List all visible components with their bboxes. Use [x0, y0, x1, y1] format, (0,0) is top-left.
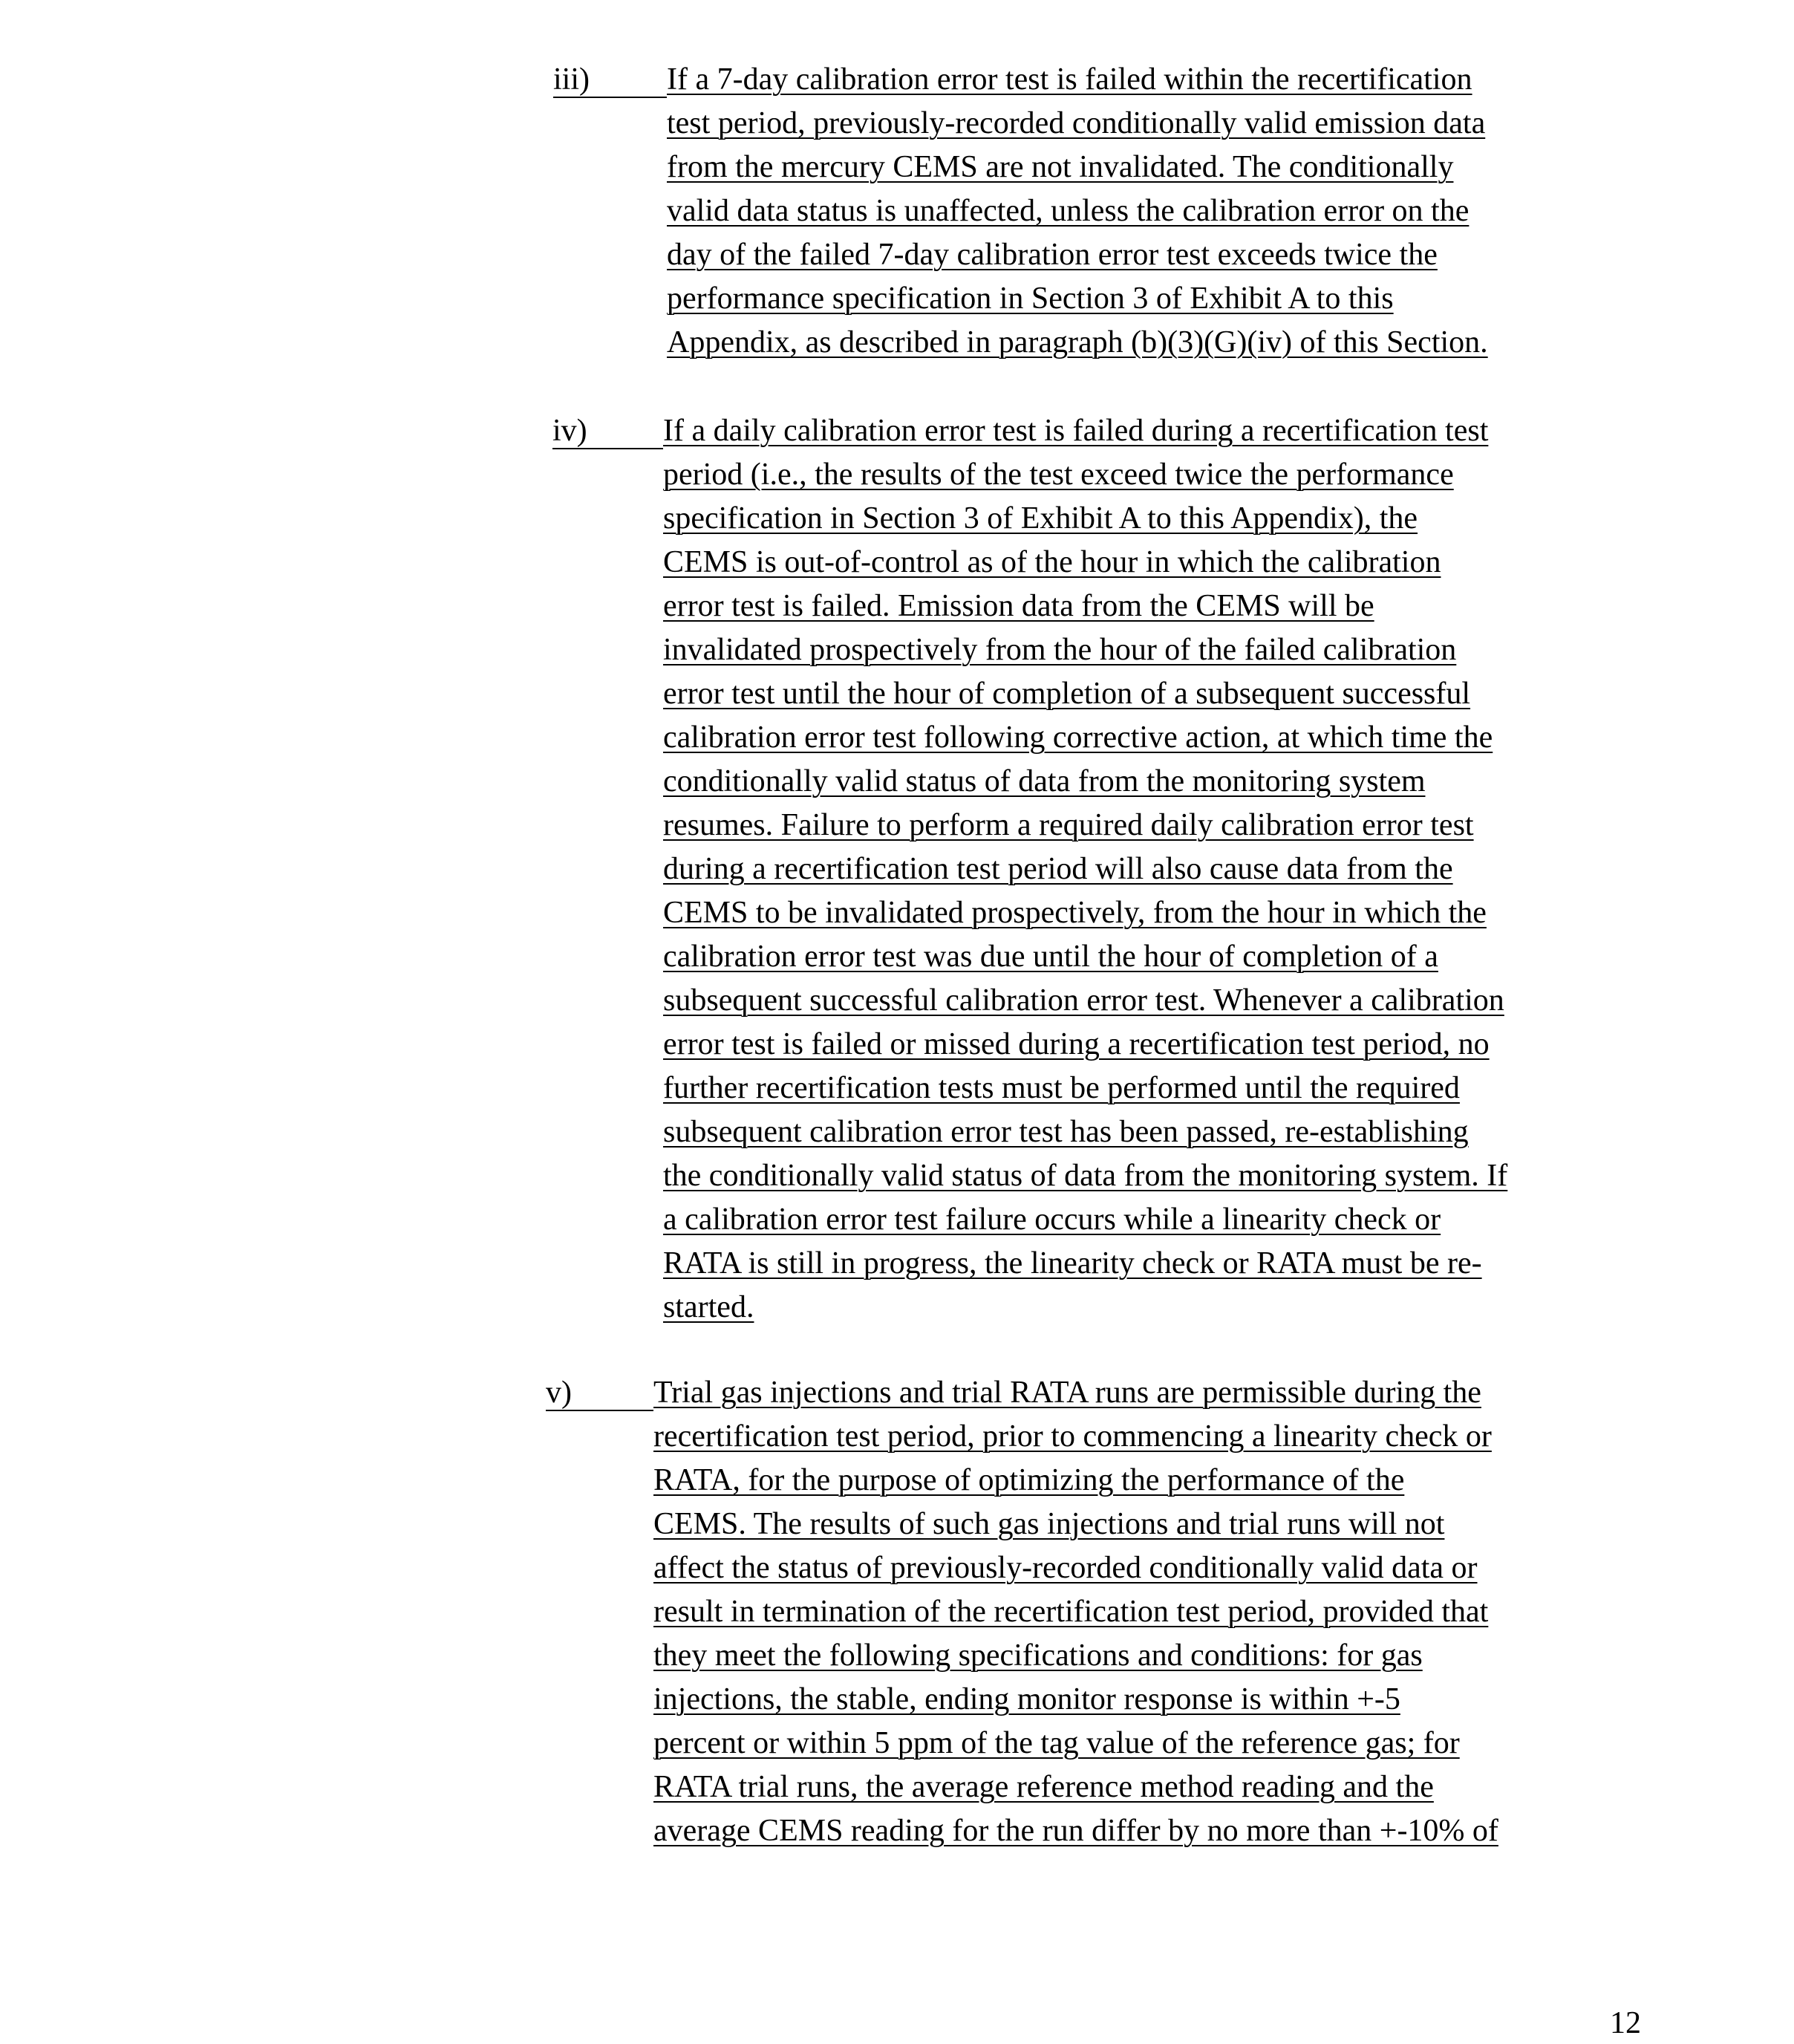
text-line: from the mercury CEMS are not invalidated. The conditionally [667, 150, 1454, 184]
text-line: average CEMS reading for the run differ by no more than +-10% of [653, 1814, 1498, 1848]
text-line: conditionally valid status of data from the monitoring system [663, 764, 1426, 798]
text-line: result in termination of the recertification test period, provided that [653, 1595, 1489, 1629]
text-line: injections, the stable, ending monitor response is within +-5 [653, 1682, 1400, 1716]
text-line: further recertification tests must be performed until the required [663, 1071, 1460, 1105]
text-line: calibration error test following corrective action, at which time the [663, 720, 1493, 755]
paragraph-iv [552, 409, 1508, 1329]
page-number: 12 [1610, 2006, 1641, 2040]
text-line: RATA trial runs, the average reference method reading and the [653, 1770, 1434, 1804]
text-line: day of the failed 7-day calibration error test exceeds twice the [667, 238, 1438, 272]
text-line: RATA is still in progress, the linearity check or RATA must be re- [663, 1246, 1482, 1280]
text-line: period (i.e., the results of the test exceed twice the performance [663, 458, 1454, 492]
text-line: during a recertification test period will also cause data from the [663, 852, 1453, 886]
text-line: performance specification in Section 3 of Exhibit A to this [667, 281, 1394, 316]
text-line: they meet the following specifications and conditions: for gas [653, 1638, 1423, 1673]
text-line: RATA, for the purpose of optimizing the performance of the [653, 1463, 1405, 1497]
text-line: CEMS to be invalidated prospectively, from the hour in which the [663, 896, 1487, 930]
paragraph-marker: iii) [553, 58, 667, 98]
text-line: calibration error test was due until the hour of completion of a [663, 940, 1438, 974]
text-line: invalidated prospectively from the hour of the failed calibration [663, 633, 1457, 667]
paragraph-iii [553, 58, 1488, 365]
text-line: resumes. Failure to perform a required daily calibration error test [663, 808, 1474, 842]
text-line: If a daily calibration error test is failed during a recertification test [663, 414, 1489, 448]
text-line: error test is failed. Emission data from the CEMS will be [663, 589, 1374, 623]
text-line: started. [663, 1290, 754, 1324]
paragraph-v [546, 1371, 1498, 1853]
text-line: valid data status is unaffected, unless the calibration error on the [667, 194, 1470, 228]
text-line: subsequent successful calibration error test. Whenever a calibration [663, 983, 1504, 1018]
text-line: test period, previously-recorded conditionally valid emission data [667, 106, 1486, 140]
text-line: If a 7-day calibration error test is failed within the recertification [667, 62, 1472, 97]
paragraph-marker: v) [546, 1371, 653, 1411]
text-line: Trial gas injections and trial RATA runs are permissible during the [653, 1376, 1481, 1410]
text-line: percent or within 5 ppm of the tag value of the reference gas; for [653, 1726, 1460, 1760]
paragraph-marker: iv) [552, 409, 663, 449]
text-line: recertification test period, prior to commencing a linearity check or [653, 1419, 1492, 1454]
text-line: error test is failed or missed during a recertification test period, no [663, 1027, 1490, 1061]
text-line: CEMS is out-of-control as of the hour in which the calibration [663, 545, 1441, 579]
text-line: a calibration error test failure occurs while a linearity check or [663, 1202, 1441, 1237]
text-line: Appendix, as described in paragraph (b)(3)(G)(iv) of this Section. [667, 325, 1488, 359]
text-line: affect the status of previously-recorded conditionally valid data or [653, 1551, 1478, 1585]
text-line: CEMS. The results of such gas injections and trial runs will not [653, 1507, 1445, 1541]
text-line: subsequent calibration error test has been passed, re-establishing [663, 1115, 1469, 1149]
text-line: the conditionally valid status of data from the monitoring system. If [663, 1159, 1508, 1193]
text-line: error test until the hour of completion of a subsequent successful [663, 677, 1471, 711]
text-line: specification in Section 3 of Exhibit A to this Appendix), the [663, 501, 1418, 536]
